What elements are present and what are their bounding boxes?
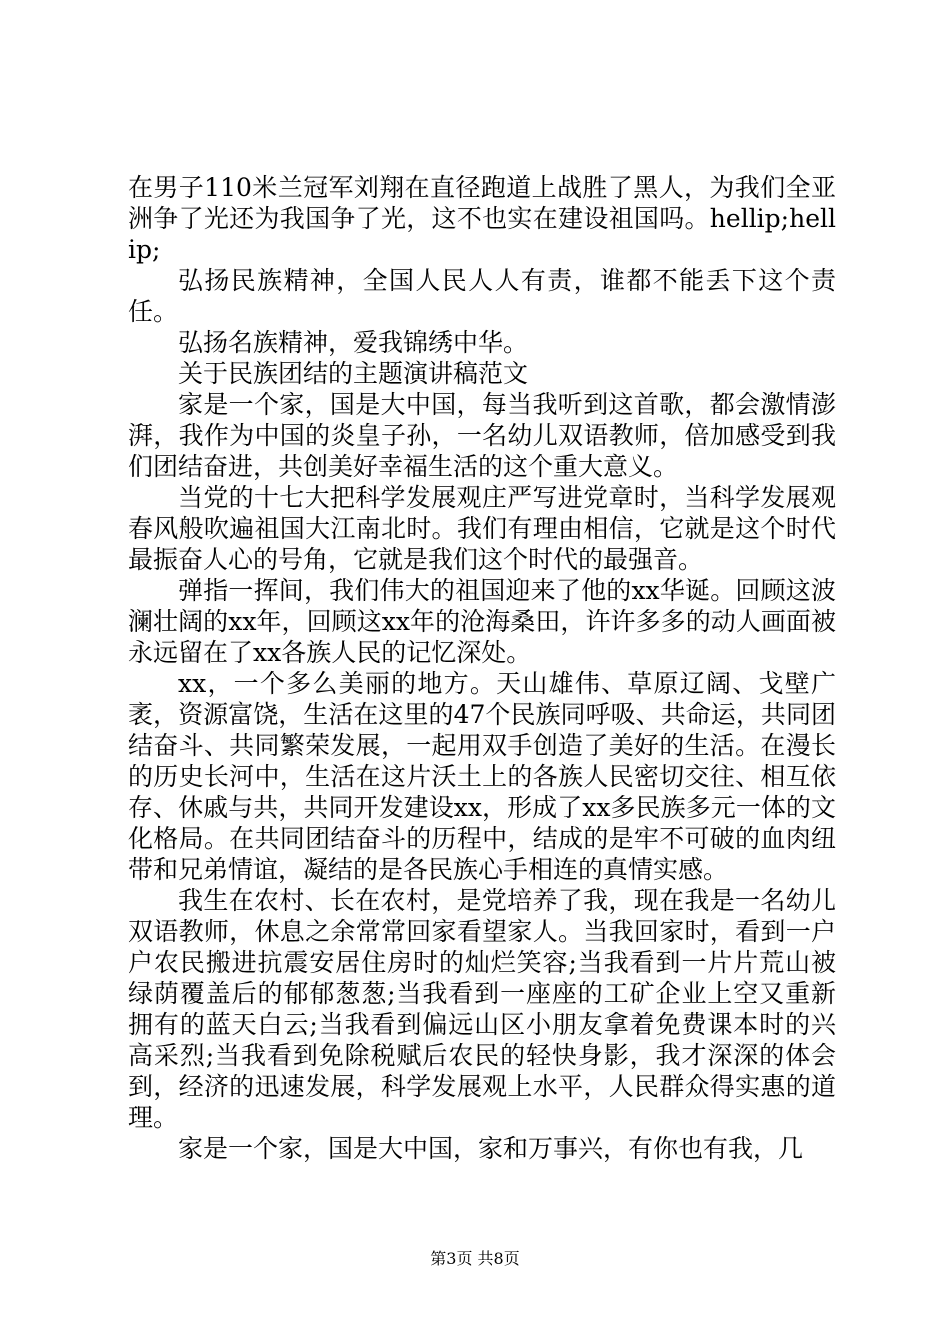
paragraph-1: 在男子110米兰冠军刘翔在直径跑道上战胜了黑人，为我们全亚洲争了光还为我国争了光，这不也实在建设祖国吗。hellip;hellip; xyxy=(128,173,836,264)
paragraph-3: 弘扬名族精神，爱我锦绣中华。 xyxy=(178,328,529,357)
paragraph-4: 关于民族团结的主题演讲稿范文 xyxy=(178,359,529,388)
paragraph-6: 当党的十七大把科学发展观庄严写进党章时，当科学发展观春风般吹遍祖国大江南北时。我们有理由相信，它就是这个时代最振奋人心的号角，它就是我们这个时代的最强音。 xyxy=(128,483,836,574)
paragraph-7: 弹指一挥间，我们伟大的祖国迎来了他的xx华诞。回顾这波澜壮阔的xx年，回顾这xx年的沧海桑田，许许多多的动人画面被永远留在了xx各族人民的记忆深处。 xyxy=(128,576,836,667)
paragraph-5: 家是一个家，国是大中国，每当我听到这首歌，都会激情澎湃，我作为中国的炎皇子孙，一名幼儿双语教师，倍加感受到我们团结奋进，共创美好幸福生活的这个重大意义。 xyxy=(128,390,836,481)
page-number-footer: 第3页 共8页 xyxy=(430,1249,520,1268)
paragraph-10: 家是一个家，国是大中国，家和万事兴，有你也有我，几 xyxy=(178,1134,804,1163)
paragraph-9: 我生在农村、长在农村，是党培养了我，现在我是一名幼儿双语教师，休息之余常常回家看望家人。当我回家时，看到一户户农民搬进抗震安居住房时的灿烂笑容;当我看到一片片荒山被绿荫覆盖后的郁郁葱葱;当我看到一座座的工矿企业上空又重新拥有的蓝天白云;当我看到偏远山区小朋友拿着免费课本时的兴高采烈;当我看到免除税赋后农民的轻快身影，我才深深的体会到，经济的迅速发展，科学发展观上水平，人民群众得实惠的道理。 xyxy=(128,886,836,1132)
document-body xyxy=(128,172,836,1164)
paragraph-8: xx，一个多么美丽的地方。天山雄伟、草原辽阔、戈壁广袤，资源富饶，生活在这里的47个民族同呼吸、共命运，共同团结奋斗、共同繁荣发展，一起用双手创造了美好的生活。在漫长的历史长河中，生活在这片沃土上的各族人民密切交往、相互依存、休戚与共，共同开发建设xx，形成了xx多民族多元一体的文化格局。在共同团结奋斗的历程中，结成的是牢不可破的血肉纽带和兄弟情谊，凝结的是各民族心手相连的真情实感。 xyxy=(128,669,836,884)
paragraph-2: 弘扬民族精神，全国人民人人有责，谁都不能丢下这个责任。 xyxy=(128,266,836,326)
